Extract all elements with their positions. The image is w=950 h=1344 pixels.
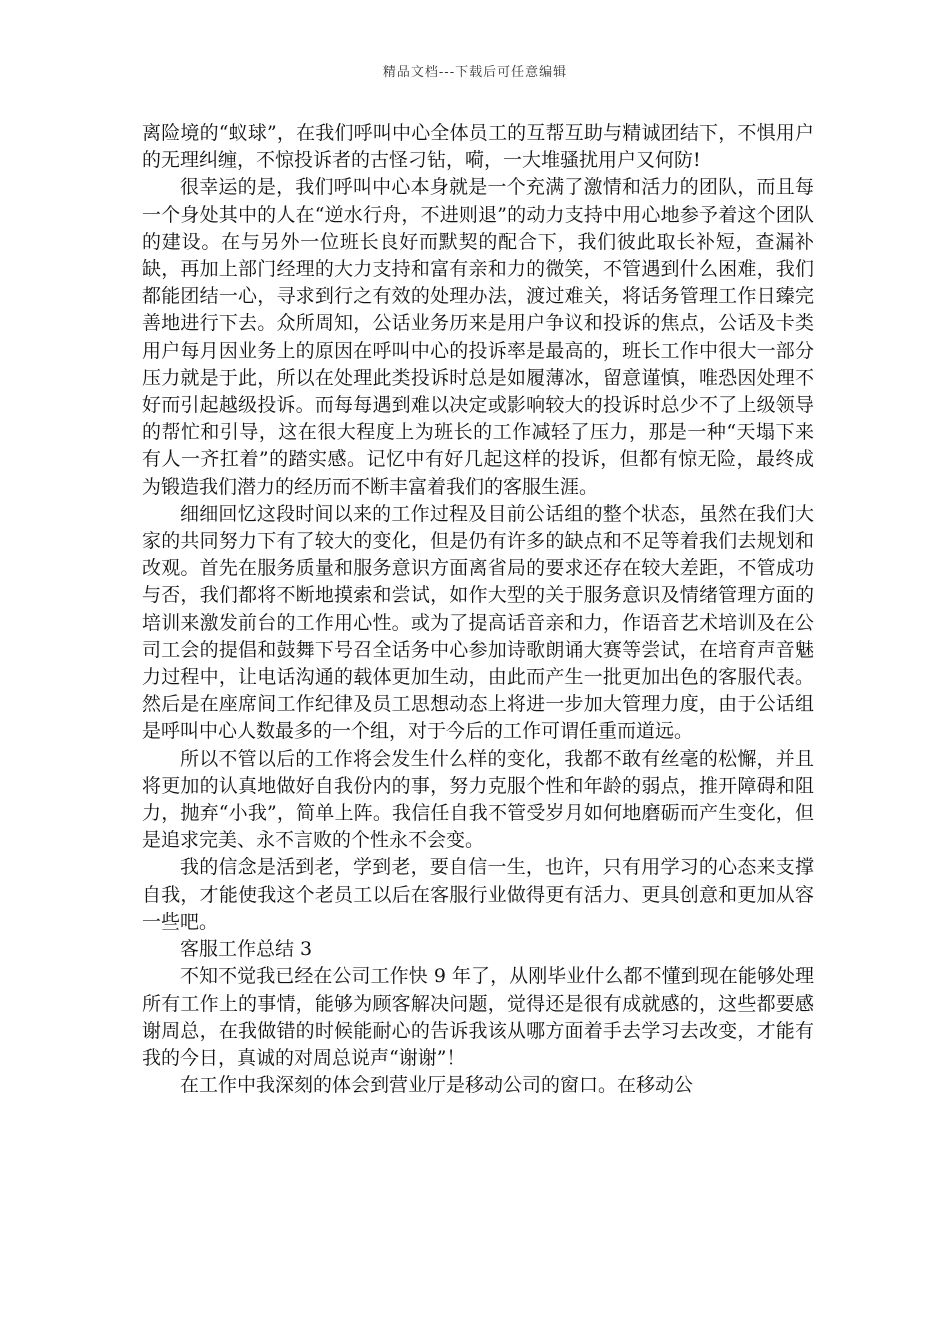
paragraph: 我的信念是活到老，学到老，要自信一生，也许，只有用学习的心态来支撑自我，才能使我这个老员工以后在客服行业做得更有活力、更具创意和更加从容一些吧。 — [142, 856, 814, 933]
page-header: 精品文档---下载后可任意编辑 — [382, 65, 568, 80]
paragraph: 细细回忆这段时间以来的工作过程及目前公话组的整个状态，虽然在我们大家的共同努力下有了较大的变化，但是仍有许多的缺点和不足等着我们去规划和改观。首先在服务质量和服务意识方面离省局的要求还存在较大差距，不管成功与否，我们都将不断地摸索和尝试，如作大型的关于服务意识及情绪管理方面的培训来激发前台的工作用心性。或为了提高话音亲和力，作语音艺术培训及在公司工会的提倡和鼓舞下号召全话务中心参加诗歌朗诵大赛等尝试，在培育声音魅力过程中，让电话沟通的载体更加生动，由此而产生一批更加出色的客服代表。然后是在座席间工作纪律及员工思想动态上将进一步加大管理力度，由于公话组是呼叫中心人数最多的一个组，对于今后的工作可谓任重而道远。 — [142, 502, 814, 743]
document-body — [142, 120, 814, 1099]
paragraph: 不知不觉我已经在公司工作快 9 年了，从刚毕业什么都不懂到现在能够处理所有工作上的事情，能够为顾客解决问题，觉得还是很有成就感的，这些都要感谢周总，在我做错的时候能耐心的告诉我该从哪方面着手去学习去改变，才能有我的今日，真诚的对周总说声“谢谢”！ — [142, 965, 814, 1069]
paragraph: 很幸运的是，我们呼叫中心本身就是一个充满了激情和活力的团队，而且每一个身处其中的人在“逆水行舟，不进则退”的动力支持中用心地参予着这个团队的建设。在与另外一位班长良好而默契的配合下，我们彼此取长补短，查漏补缺，再加上部门经理的大力支持和富有亲和力的微笑，不管遇到什么困难，我们都能团结一心，寻求到行之有效的处理办法，渡过难关，将话务管理工作日臻完善地进行下去。众所周知，公话业务历来是用户争议和投诉的焦点，公话及卡类用户每月因业务上的原因在呼叫中心的投诉率是最高的，班长工作中很大一部分压力就是于此，所以在处理此类投诉时总是如履薄冰，留意谨慎，唯恐因处理不好而引起越级投诉。而每每遇到难以决定或影响较大的投诉时总少不了上级领导的帮忙和引导，这在很大程度上为班长的工作减轻了压力，那是一种“天塌下来有人一齐扛着”的踏实感。记忆中有好几起这样的投诉，但都有惊无险，最终成为锻造我们潜力的经历而不断丰富着我们的客服生涯。 — [142, 176, 814, 498]
paragraph: 所以不管以后的工作将会发生什么样的变化，我都不敢有丝毫的松懈，并且将更加的认真地做好自我份内的事，努力克服个性和年龄的弱点，推开障碍和阻力，抛弃“小我”，简单上阵。我信任自我不管受岁月如何地磨砺而产生变化，但是追求完美、永不言败的个性永不会变。 — [142, 747, 814, 852]
section-heading: 客服工作总结 3 — [180, 938, 313, 961]
paragraph: 离险境的“蚁球”，在我们呼叫中心全体员工的互帮互助与精诚团结下，不惧用户的无理纠缠，不惊投诉者的古怪刁钻，嗬，一大堆骚扰用户又何防! — [142, 122, 814, 172]
paragraph: 在工作中我深刻的体会到营业厅是移动公司的窗口。在移动公 — [180, 1074, 694, 1097]
